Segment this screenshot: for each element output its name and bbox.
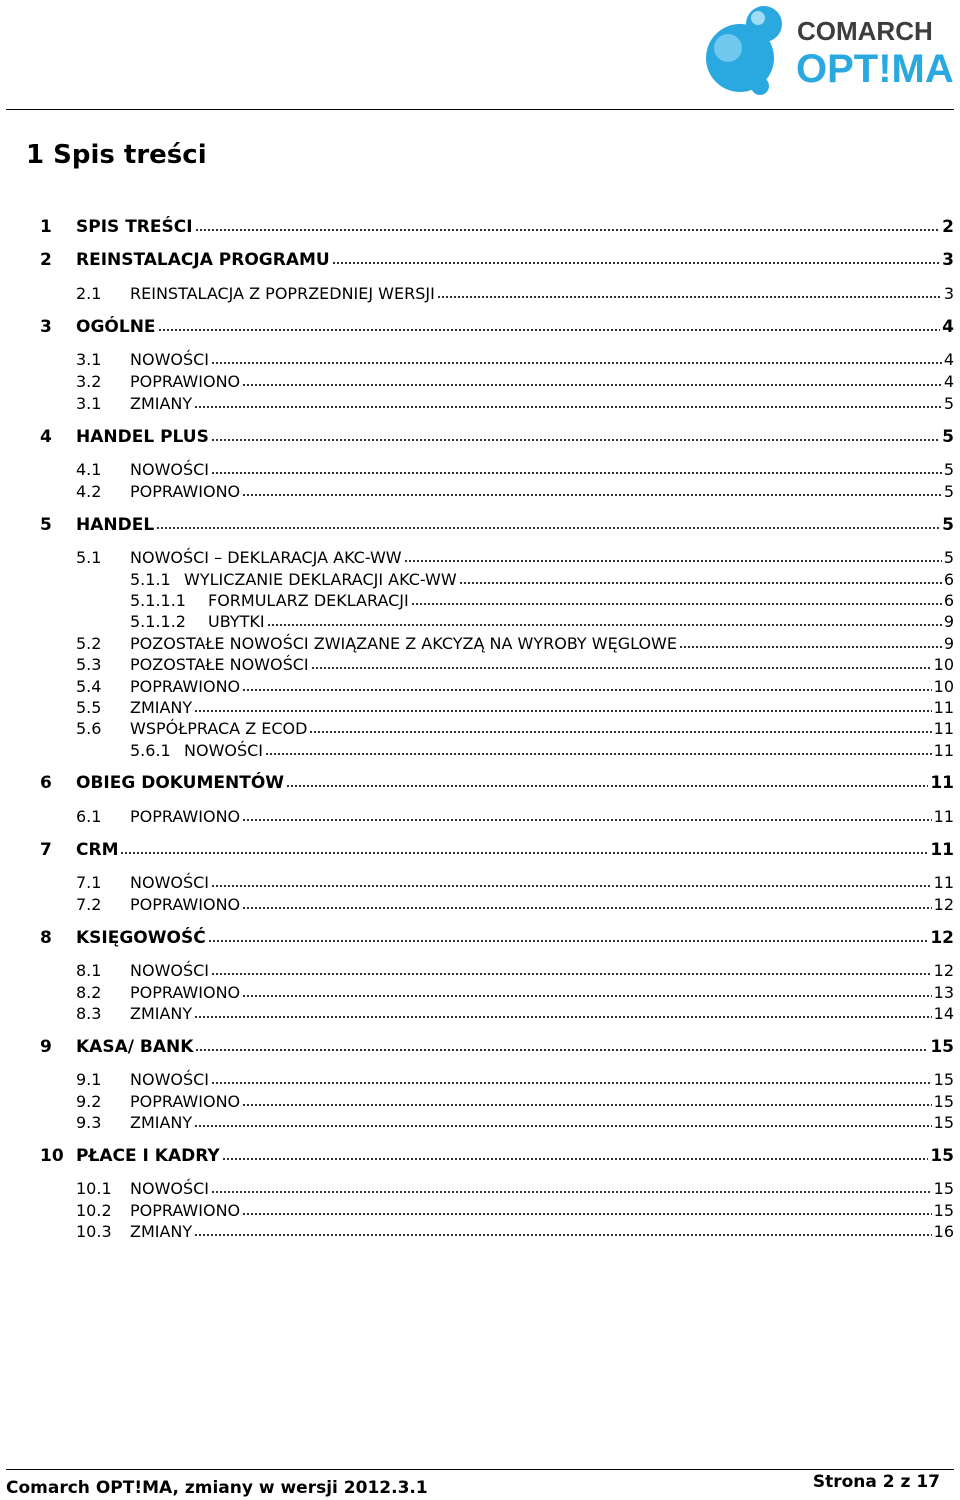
toc-entry-title: NOWOŚCI – DEKLARACJA AKC-WW [130,548,402,567]
toc-entry-title: CRM [76,840,119,860]
toc-dot-leader [286,774,928,788]
toc-entry-title: NOWOŚCI [130,1070,210,1089]
toc-entry-number: 9 [40,1037,76,1057]
toc-dot-leader [194,1223,931,1237]
toc-dot-leader [211,1180,932,1194]
toc-dot-leader [194,1114,931,1128]
toc-entry-page: 4 [943,372,954,391]
toc-entry-page: 2 [942,217,954,237]
toc-entry-number: 8.3 [76,1004,130,1023]
toc-entry-page: 3 [943,284,954,303]
toc-entry-page: 15 [930,1037,954,1057]
toc-entry[interactable] [40,773,954,795]
toc-dot-leader [211,351,942,365]
toc-dot-leader [156,516,940,530]
toc-entry[interactable] [40,612,954,634]
toc-dot-leader [459,571,942,585]
toc-entry-title: POPRAWIONO [130,1092,241,1111]
toc-entry-title: SPIS TREŚCI [76,217,193,237]
toc-dot-leader [195,218,941,232]
toc-entry[interactable] [40,372,954,394]
toc-dot-leader [158,318,941,332]
toc-entry-number: 4.2 [76,482,130,501]
toc-entry-number: 10.2 [76,1201,130,1220]
footer-rule [6,1469,954,1470]
toc-entry-title: NOWOŚCI [130,1179,210,1198]
toc-entry[interactable] [40,1037,954,1059]
toc-entry-title: NOWOŚCI [184,741,264,760]
toc-entry-number: 5.1.1.2 [130,612,208,631]
toc-dot-leader [120,841,928,855]
toc-entry[interactable] [40,217,954,239]
toc-entry-title: NOWOŚCI [130,350,210,369]
toc-entry-page: 15 [933,1113,954,1132]
toc-entry-page: 4 [943,350,954,369]
toc-dot-leader [437,285,942,299]
toc-entry-page: 15 [933,1070,954,1089]
footer-page-number: Strona 2 z 17 [812,1472,940,1492]
toc-entry-number: 3 [40,317,76,337]
toc-entry-number: 5.2 [76,634,130,653]
toc-entry-page: 5 [943,460,954,479]
toc-entry-title: ZMIANY [130,394,193,413]
toc-entry-title: REINSTALACJA PROGRAMU [76,250,330,270]
toc-entry-page: 11 [933,719,954,738]
toc-entry-number: 7.2 [76,895,130,914]
footer-document-name: Comarch OPT!MA, zmiany w wersji 2012.3.1 [6,1478,428,1498]
toc-entry-title: POZOSTAŁE NOWOŚCI [130,655,309,674]
toc-entry-title: POPRAWIONO [130,983,241,1002]
toc-dot-leader [211,461,942,475]
toc-entry[interactable] [40,840,954,862]
toc-entry-number: 6 [40,773,76,793]
toc-entry-page: 15 [933,1179,954,1198]
toc-entry[interactable] [40,928,954,950]
toc-entry-page: 11 [933,741,954,760]
toc-entry-title: ZMIANY [130,1222,193,1241]
toc-dot-leader [211,1071,932,1085]
header-rule [6,109,954,110]
toc-entry-title: OBIEG DOKUMENTÓW [76,773,285,793]
toc-entry-page: 11 [930,840,954,860]
toc-entry-page: 9 [943,612,954,631]
toc-entry-page: 6 [943,570,954,589]
toc-dot-leader [242,483,942,497]
toc-entry-title: UBYTKI [208,612,265,631]
toc-entry-number: 9.3 [76,1113,130,1132]
toc-dot-leader [242,1202,932,1216]
toc-entry-title: PŁACE I KADRY [76,1146,220,1166]
toc-entry-number: 3.1 [76,394,130,413]
toc-entry-number: 5.5 [76,698,130,717]
toc-entry-number: 7 [40,840,76,860]
toc-entry-page: 16 [933,1222,954,1241]
toc-entry[interactable] [40,961,954,983]
toc-entry-title: POPRAWIONO [130,1201,241,1220]
toc-entry-title: POZOSTAŁE NOWOŚCI ZWIĄZANE Z AKCYZĄ NA WYROBY WĘGLOWE [130,634,677,653]
toc-entry[interactable] [40,1179,954,1201]
toc-entry-title: POPRAWIONO [130,482,241,501]
toc-dot-leader [194,699,931,713]
toc-entry-page: 5 [943,482,954,501]
toc-entry-page: 6 [943,591,954,610]
toc-dot-leader [242,373,942,387]
toc-entry-title: ZMIANY [130,698,193,717]
toc-dot-leader [411,592,942,606]
toc-dot-leader [311,656,932,670]
toc-entry-number: 5.3 [76,655,130,674]
toc-entry-number: 5 [40,515,76,535]
toc-entry-title: NOWOŚCI [130,873,210,892]
toc-dot-leader [194,395,942,409]
comarch-optima-logo [700,0,960,105]
toc-entry[interactable] [40,895,954,917]
toc-entry[interactable] [40,482,954,504]
toc-entry-page: 5 [943,394,954,413]
toc-entry-title: KASA/ BANK [76,1037,194,1057]
toc-entry-title: FORMULARZ DEKLARACJI [208,591,409,610]
toc-entry[interactable] [40,1146,954,1168]
toc-dot-leader [267,613,942,627]
toc-entry-number: 9.2 [76,1092,130,1111]
toc-entry-title: OGÓLNE [76,317,156,337]
toc-dot-leader [242,896,932,910]
toc-dot-leader [211,428,940,442]
toc-entry-title: WYLICZANIE DEKLARACJI AKC-WW [184,570,457,589]
toc-entry-page: 11 [933,807,954,826]
toc-dot-leader [222,1147,929,1161]
toc-entry-page: 13 [933,983,954,1002]
toc-entry[interactable] [40,460,954,482]
toc-entry-number: 3.1 [76,350,130,369]
toc-entry[interactable] [40,515,954,537]
toc-entry[interactable] [40,983,954,1005]
toc-entry[interactable] [40,741,954,763]
toc-entry[interactable] [40,350,954,372]
toc-dot-leader [404,549,942,563]
toc-entry[interactable] [40,1004,954,1026]
toc-entry[interactable] [40,698,954,720]
toc-dot-leader [242,984,932,998]
toc-dot-leader [194,1005,931,1019]
toc-entry-page: 11 [933,698,954,717]
toc-entry-number: 10.3 [76,1222,130,1241]
toc-entry[interactable] [40,1092,954,1114]
toc-entry-number: 5.4 [76,677,130,696]
toc-dot-leader [208,929,929,943]
toc-dot-leader [211,874,932,888]
toc-entry[interactable] [40,1222,954,1244]
toc-entry-number: 4.1 [76,460,130,479]
toc-entry-number: 5.1.1.1 [130,591,208,610]
toc-entry-title: NOWOŚCI [130,460,210,479]
toc-entry-number: 1 [40,217,76,237]
toc-entry-page: 10 [933,655,954,674]
toc-entry-number: 7.1 [76,873,130,892]
toc-entry[interactable] [40,807,954,829]
toc-entry-number: 5.1 [76,548,130,567]
toc-entry-number: 3.2 [76,372,130,391]
toc-entry-title: NOWOŚCI [130,961,210,980]
toc-entry-title: POPRAWIONO [130,895,241,914]
toc-entry-page: 10 [933,677,954,696]
toc-entry-page: 9 [943,634,954,653]
toc-entry[interactable] [40,427,954,449]
toc-entry-page: 15 [933,1201,954,1220]
toc-entry-number: 9.1 [76,1070,130,1089]
toc-dot-leader [242,808,932,822]
toc-entry-title: KSIĘGOWOŚĆ [76,928,206,948]
toc-entry[interactable] [40,250,954,272]
toc-entry-title: WSPÓŁPRACA Z ECOD [130,719,308,738]
toc-entry-number: 2 [40,250,76,270]
toc-entry-page: 5 [942,515,954,535]
toc-entry-title: POPRAWIONO [130,807,241,826]
toc-entry-title: REINSTALACJA Z POPRZEDNIEJ WERSJI [130,284,435,303]
toc-entry-page: 5 [943,548,954,567]
toc-entry-title: POPRAWIONO [130,372,241,391]
logo-product-text: OPT!MA [796,47,954,91]
toc-entry-number: 8 [40,928,76,948]
toc-dot-leader [242,678,932,692]
toc-entry-title: POPRAWIONO [130,677,241,696]
toc-dot-leader [309,720,931,734]
toc-entry-title: HANDEL [76,515,155,535]
toc-entry[interactable] [40,570,954,592]
toc-entry[interactable] [40,284,954,306]
toc-entry-page: 15 [930,1146,954,1166]
toc-entry[interactable] [40,719,954,741]
toc-entry-number: 5.6.1 [130,741,184,760]
toc-entry[interactable] [40,655,954,677]
logo-brand-text: COMARCH [797,16,933,46]
toc-entry-number: 10 [40,1146,76,1166]
toc-entry[interactable] [40,677,954,699]
toc-dot-leader [332,251,940,265]
toc-entry-number: 8.1 [76,961,130,980]
toc-entry[interactable] [40,548,954,570]
toc-entry-number: 4 [40,427,76,447]
toc-entry-title: HANDEL PLUS [76,427,209,447]
toc-entry[interactable] [40,394,954,416]
toc-entry-page: 4 [942,317,954,337]
toc-entry-number: 6.1 [76,807,130,826]
toc-entry[interactable] [40,317,954,339]
toc-entry-page: 3 [942,250,954,270]
toc-entry-page: 12 [933,895,954,914]
toc-entry[interactable] [40,591,954,613]
toc-dot-leader [211,962,932,976]
page-title: 1 Spis treści [26,140,207,170]
toc-entry-page: 11 [933,873,954,892]
toc-entry-title: ZMIANY [130,1113,193,1132]
toc-entry-number: 10.1 [76,1179,130,1198]
toc-entry-page: 12 [930,928,954,948]
toc-entry[interactable] [40,873,954,895]
toc-dot-leader [265,742,932,756]
toc-entry-number: 8.2 [76,983,130,1002]
toc-entry-page: 12 [933,961,954,980]
toc-entry-page: 14 [933,1004,954,1023]
toc-entry-page: 11 [930,773,954,793]
toc-entry[interactable] [40,1201,954,1223]
toc-entry-number: 2.1 [76,284,130,303]
toc-entry-number: 5.1.1 [130,570,184,589]
toc-entry[interactable] [40,634,954,656]
toc-dot-leader [195,1038,928,1052]
toc-entry-title: ZMIANY [130,1004,193,1023]
toc-entry[interactable] [40,1070,954,1092]
toc-entry-page: 15 [933,1092,954,1111]
toc-dot-leader [242,1093,932,1107]
toc-entry-number: 5.6 [76,719,130,738]
toc-dot-leader [679,635,942,649]
toc-entry[interactable] [40,1113,954,1135]
toc-entry-page: 5 [942,427,954,447]
